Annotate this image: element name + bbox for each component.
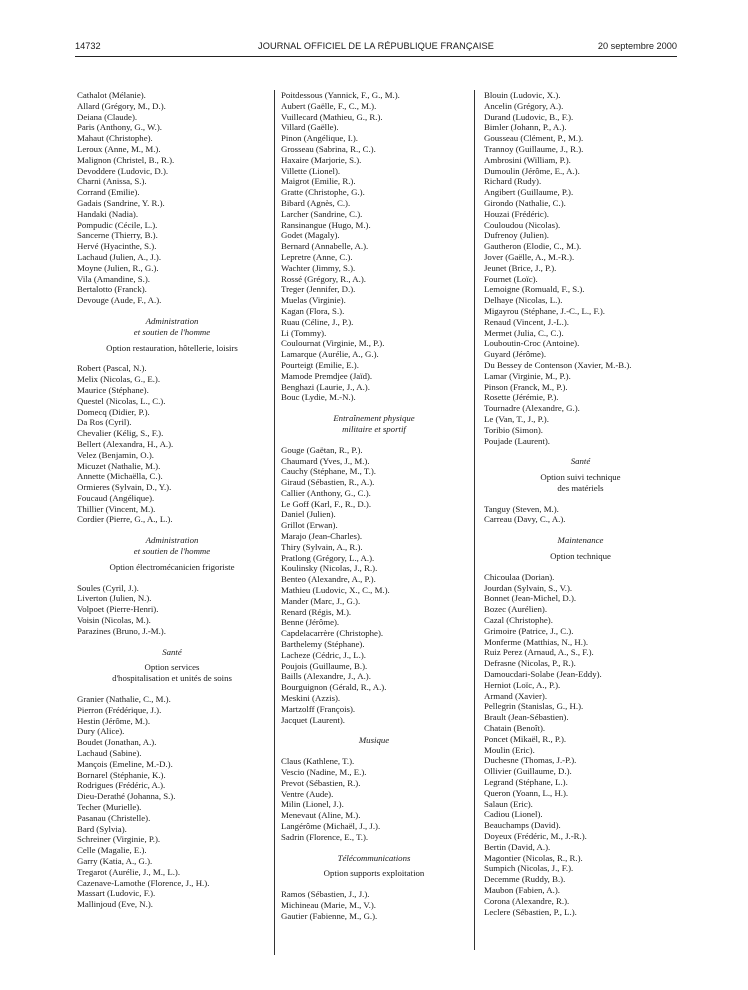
list-item: Vescio (Nadine, M., E.).: [281, 767, 367, 778]
list-item: Foucaud (Angélique).: [77, 492, 155, 503]
list-item: Cathalot (Mélanie).: [77, 90, 146, 100]
list-item: Da Ros (Cyril).: [77, 417, 132, 428]
list-item: Maubon (Fabien, A.).: [484, 884, 560, 895]
list-item: Salaun (Eric).: [484, 798, 533, 809]
section-option: [77, 662, 267, 684]
list-item: Tanguy (Steven, M.).: [484, 503, 559, 514]
list-item: Le Goff (Karl, F., R., D.).: [281, 498, 372, 509]
list-item: Cazal (Christophe).: [484, 615, 553, 626]
list-item: Bouc (Lydie, M.-N.).: [281, 392, 356, 403]
list-item: Menevaut (Aline, M.).: [281, 810, 361, 821]
list-item: Handaki (Nadia).: [77, 208, 139, 219]
list-item: Malignon (Christel, B., R.).: [77, 154, 175, 165]
list-item: Mermet (Julia, C., C.).: [484, 327, 564, 338]
heading-line: Télécommunications: [337, 852, 411, 863]
list-item: Mander (Marc, J., G.).: [281, 595, 361, 606]
section-option: [281, 868, 467, 879]
name-list: [281, 445, 467, 726]
block-spacer: [281, 725, 467, 735]
list-item: Benteo (Alexandre, A., P.).: [281, 574, 376, 585]
list-item: Girondo (Nathalie, C.).: [484, 197, 566, 208]
list-item: Corrand (Emilie).: [77, 187, 140, 198]
option-line: Option technique: [550, 551, 611, 562]
list-item: Ancelin (Grégory, A.).: [484, 100, 564, 111]
list-item: Callier (Anthony, G., C.).: [281, 487, 371, 498]
list-item: Angibert (Guillaume, P.).: [484, 187, 574, 198]
list-item: Thillier (Vincent, M.).: [77, 503, 156, 514]
name-list: [281, 90, 467, 403]
list-item: Muelas (Virginie).: [281, 295, 346, 306]
list-item: Massart (Ludovic, F.).: [77, 888, 156, 899]
list-item: Deiana (Claude).: [77, 111, 138, 122]
list-item: Allard (Grégory, M., D.).: [77, 100, 166, 111]
list-item: Dieu-Derathé (Johanna, S.).: [77, 791, 176, 802]
list-item: Bertin (David, A.).: [484, 841, 551, 852]
list-item: Schreiner (Virginie, P.).: [77, 834, 161, 845]
section-heading: [484, 535, 677, 546]
option-line: Option services: [144, 662, 200, 673]
list-item: Poujois (Guillaume, B.).: [281, 660, 368, 671]
list-item: Devouge (Aude, F., A.).: [77, 295, 162, 306]
list-item: Rodrigues (Frédéric, A.).: [77, 780, 166, 791]
page-number: 14732: [75, 41, 101, 51]
name-list: [77, 363, 267, 525]
section-option: [77, 562, 267, 573]
list-item: Du Bessey de Contenson (Xavier, M.-B.).: [484, 359, 632, 370]
list-item: Lamar (Virginie, M., P.).: [484, 370, 571, 381]
option-line: Option suivi technique: [540, 472, 621, 483]
list-item: Sancerne (Thierry, B.).: [77, 230, 158, 241]
block-spacer: [77, 684, 267, 694]
heading-line: Administration: [145, 535, 199, 546]
list-item: Garry (Katia, A., G.).: [77, 856, 153, 866]
list-item: Domecq (Didier, P.).: [77, 406, 150, 417]
list-item: Annette (Michaëlla, C.).: [77, 471, 163, 482]
name-list: [484, 90, 677, 446]
list-item: Questel (Nicolas, L., C.).: [77, 395, 166, 406]
list-item: Pourteigt (Emilie, E.).: [281, 359, 359, 370]
list-item: Vila (Amandine, S.).: [77, 273, 151, 284]
list-item: Moulin (Eric).: [484, 744, 535, 755]
list-item: Poitdessous (Yannick, F., G., M.).: [281, 90, 400, 100]
list-item: Hervé (Hyacinthe, S.).: [77, 241, 157, 252]
list-item: Boudet (Jonathan, A.).: [77, 737, 157, 748]
block-spacer: [281, 879, 467, 889]
block-spacer: [77, 637, 267, 647]
list-item: Robert (Pascal, N.).: [77, 363, 147, 374]
list-item: Larcher (Sandrine, C.).: [281, 208, 363, 219]
heading-line: Santé: [570, 456, 591, 467]
list-item: Soules (Cyril, J.).: [77, 582, 139, 593]
list-item: Chevalier (Kélig, S., F.).: [77, 428, 164, 439]
list-item: Jourdan (Sylvain, S., V.).: [484, 582, 573, 593]
list-item: Duchesne (Thomas, J.-P.).: [484, 755, 577, 766]
list-item: Marajo (Jean-Charles).: [281, 531, 363, 542]
heading-line: Musique: [358, 735, 390, 746]
heading-line: Administration: [145, 315, 199, 326]
list-item: Ruiz Perez (Arnaud, A., S., F.).: [484, 647, 594, 658]
heading-line: et soutien de l'homme: [133, 546, 211, 557]
list-item: Pratlong (Grégory, L., A.).: [281, 552, 375, 563]
list-item: Gousseau (Clément, P., M.).: [484, 133, 584, 144]
list-item: Bonnet (Jean-Michel, D.).: [484, 593, 577, 604]
list-item: Doyeux (Frédéric, M., J.-R.).: [484, 831, 587, 841]
heading-line: Maintenance: [557, 535, 604, 546]
list-item: Toribio (Simon).: [484, 424, 544, 435]
list-item: Blouin (Ludovic, X.).: [484, 90, 561, 100]
list-item: Chaumard (Yves, J., M.).: [281, 455, 370, 466]
list-item: Dufrenoy (Julien).: [484, 230, 549, 241]
list-item: Le (Van, T., J., P.).: [484, 413, 549, 424]
list-item: Kagan (Flora, S.).: [281, 305, 345, 316]
list-item: Paris (Anthony, G., W.).: [77, 122, 162, 133]
list-item: Milin (Lionel, J.).: [281, 799, 344, 810]
list-item: Durand (Ludovic, B., F.).: [484, 111, 574, 122]
list-item: Gautier (Fabienne, M., G.).: [281, 910, 378, 921]
section-heading: [77, 647, 267, 658]
list-item: Coulournat (Virginie, M., P.).: [281, 338, 385, 349]
list-item: Armand (Xavier).: [484, 690, 548, 701]
list-item: Gautheron (Elodie, C., M.).: [484, 241, 582, 252]
list-item: Cordier (Pierre, G., A., L.).: [77, 514, 173, 525]
list-item: Lachaud (Sabine).: [77, 748, 142, 759]
section-option: [484, 551, 677, 562]
section-option: [77, 343, 267, 354]
list-item: Hestin (Jérôme, M.).: [77, 715, 151, 726]
list-item: Legrand (Stéphane, L.).: [484, 777, 568, 788]
list-item: Pinon (Angélique, I.).: [281, 133, 358, 144]
list-item: Mallinjoud (Eve, N.).: [77, 899, 153, 910]
list-item: Micuzet (Nathalie, M.).: [77, 460, 161, 471]
list-item: Chicoulaa (Dorian).: [484, 571, 555, 582]
name-list: [77, 90, 267, 306]
heading-line: Entraînement physique: [333, 413, 415, 424]
name-list: [77, 583, 267, 637]
block-spacer: [77, 573, 267, 583]
list-item: Gadais (Sandrine, Y. R.).: [77, 197, 165, 208]
list-item: Maigrot (Emilie, R.).: [281, 176, 356, 187]
list-item: Barthelemy (Stéphane).: [281, 639, 365, 650]
list-item: Dumoulin (Jérôme, E., A.).: [484, 165, 580, 176]
publication-date: 20 septembre 2000: [597, 41, 677, 51]
list-item: Damoucdari-Solabe (Jean-Eddy).: [484, 669, 602, 680]
list-item: Renaud (Vincent, J.-L.).: [484, 316, 569, 327]
list-item: Maurice (Stéphane).: [77, 384, 149, 395]
list-item: Bourguignon (Gérald, R., A.).: [281, 682, 387, 693]
list-item: Moyne (Julien, R., G.).: [77, 262, 159, 273]
list-item: Godet (Magaly).: [281, 230, 340, 241]
list-item: Brault (Jean-Sébastien).: [484, 712, 569, 723]
list-item: Granier (Nathalie, C., M.).: [77, 694, 171, 705]
list-item: Mamode Premdjee (Jaïd).: [281, 370, 373, 381]
list-item: Benghazi (Laurie, J., A.).: [281, 381, 370, 392]
block-spacer: [77, 306, 267, 316]
list-item: Lamarque (Aurélie, A., G.).: [281, 349, 379, 360]
list-item: Baills (Alexandre, J., A.).: [281, 671, 371, 682]
block-spacer: [484, 525, 677, 535]
list-item: Bernard (Annabelle, A.).: [281, 241, 369, 252]
list-item: Monferme (Matthias, N., H.).: [484, 636, 589, 647]
block-spacer: [281, 746, 467, 756]
list-item: Grimoire (Patrice, J., C.).: [484, 625, 574, 636]
list-item: Lepretre (Anne, C.).: [281, 251, 353, 262]
list-item: Techer (Murielle).: [77, 802, 142, 813]
list-item: Ventre (Aude).: [281, 788, 334, 799]
block-spacer: [281, 403, 467, 413]
list-item: Defrasne (Nicolas, P., R.).: [484, 658, 576, 669]
list-item: Houzai (Frédéric).: [484, 208, 549, 219]
list-item: Cadiou (Lionel).: [484, 809, 543, 820]
list-item: Voisin (Nicolas, M.).: [77, 615, 151, 626]
list-item: Jacquet (Laurent).: [281, 714, 345, 725]
column-divider-1: [274, 90, 275, 955]
list-item: Lachaud (Julien, A., J.).: [77, 251, 162, 262]
section-heading: [281, 853, 467, 864]
list-item: Martzolff (François).: [281, 703, 356, 714]
list-item: Michineau (Marie, M., V.).: [281, 899, 376, 910]
list-item: Parazines (Bruno, J.-M.).: [77, 625, 166, 636]
list-item: Renard (Régis, M.).: [281, 606, 352, 617]
list-item: Ramos (Sébastien, J., J.).: [281, 889, 370, 900]
list-item: Daniel (Julien).: [281, 509, 336, 520]
list-item: Treger (Jennifer, D.).: [281, 284, 356, 295]
list-item: Cauchy (Stéphane, M., T.).: [281, 466, 376, 477]
list-item: Guyard (Jérôme).: [484, 349, 547, 360]
name-list: [281, 756, 467, 842]
list-item: Grillot (Erwan).: [281, 520, 338, 531]
journal-title: JOURNAL OFFICIEL DE LA RÉPUBLIQUE FRANÇAISE: [258, 41, 494, 51]
block-spacer: [77, 525, 267, 535]
list-item: Rossé (Grégory, R., A.).: [281, 273, 366, 284]
list-item: Pierron (Frédérique, J.).: [77, 704, 162, 715]
list-item: Leroux (Anne, M., M.).: [77, 143, 161, 154]
list-item: Queron (Yoann, L., H.).: [484, 787, 569, 798]
list-item: Cazenave-Lamothe (Florence, J., H.).: [77, 877, 210, 888]
list-item: Gouge (Gaëtan, R., P.).: [281, 444, 363, 455]
list-item: Giraud (Sébastien, R., A.).: [281, 477, 375, 488]
list-item: Magontier (Nicolas, R., R.).: [484, 852, 583, 863]
list-item: Carreau (Davy, C., A.).: [484, 514, 566, 525]
list-item: Couloudou (Nicolas).: [484, 219, 561, 230]
list-item: Ambrosini (William, P.).: [484, 154, 571, 165]
list-item: Jeunet (Brice, J., P.).: [484, 262, 557, 273]
block-spacer: [281, 435, 467, 445]
list-item: Lacheze (Cédric, J., L.).: [281, 649, 366, 660]
column-left: [77, 90, 267, 910]
list-item: Ruau (Céline, J., P.).: [281, 316, 354, 327]
column-divider-2: [474, 90, 475, 950]
section-heading: [77, 535, 267, 557]
name-list: [484, 504, 677, 526]
heading-line: Santé: [162, 646, 182, 657]
list-item: Wachter (Jimmy, S.).: [281, 262, 356, 273]
list-item: Vuillecard (Mathieu, G., R.).: [281, 111, 383, 122]
list-item: Beauchamps (David).: [484, 820, 561, 831]
list-item: Corona (Alexandre, R.).: [484, 895, 570, 906]
heading-line: et soutien de l'homme: [133, 326, 211, 337]
list-item: Langérôme (Michaël, J., J.).: [281, 821, 381, 831]
list-item: Benne (Jérôme).: [281, 617, 340, 628]
list-item: Meskini (Azzis).: [281, 693, 341, 704]
list-item: Fournet (Loïc).: [484, 273, 538, 284]
list-item: Mançois (Emeline, M.-D.).: [77, 758, 173, 769]
list-item: Jover (Gaëlle, A., M.-R.).: [484, 251, 575, 262]
list-item: Charni (Anissa, S.).: [77, 176, 147, 187]
list-item: Haxaire (Marjorie, S.).: [281, 154, 362, 165]
list-item: Decemme (Ruddy, B.).: [484, 874, 566, 885]
block-spacer: [77, 353, 267, 363]
list-item: Sumpich (Nicolas, J., F.).: [484, 863, 574, 874]
list-item: Bibard (Agnès, C.).: [281, 197, 351, 208]
list-item: Celle (Magalie, E.).: [77, 845, 147, 856]
list-item: Louboutin-Croc (Antoine).: [484, 338, 580, 349]
block-spacer: [484, 494, 677, 504]
list-item: Poujade (Laurent).: [484, 435, 550, 446]
list-item: Pinson (Franck, M., P.).: [484, 381, 568, 392]
option-line: Option électromécanicien frigoriste: [109, 561, 235, 572]
list-item: Ollivier (Guillaume, D.).: [484, 766, 572, 777]
list-item: Pellegrin (Stanislas, G., H.).: [484, 701, 584, 712]
list-item: Mathieu (Ludovic, X., C., M.).: [281, 585, 390, 596]
list-item: Bimler (Johann, P., A.).: [484, 122, 567, 133]
list-item: Bertalotto (Franck).: [77, 284, 147, 295]
block-spacer: [484, 446, 677, 456]
list-item: Tournadre (Alexandre, G.).: [484, 403, 580, 414]
option-line: Option supports exploitation: [323, 868, 425, 879]
name-list: [484, 572, 677, 918]
list-item: Grosseau (Sabrina, R., C.).: [281, 143, 376, 154]
list-item: Capdelacarrère (Christophe).: [281, 628, 384, 639]
option-line: des matériels: [557, 482, 604, 493]
list-item: Pasanau (Christelle).: [77, 812, 151, 823]
list-item: Herniot (Loïc, A., P.).: [484, 679, 561, 690]
column-right: [484, 90, 677, 917]
block-spacer: [484, 562, 677, 572]
list-item: Volpoet (Pierre-Henri).: [77, 604, 159, 615]
list-item: Bozec (Aurélien).: [484, 604, 548, 615]
option-line: d'hospitalisation et unités de soins: [112, 673, 232, 684]
list-item: Gratte (Christophe, G.).: [281, 187, 365, 198]
list-item: Tregarot (Aurélie, J., M., L.).: [77, 866, 181, 877]
list-item: Villard (Gaëlle).: [281, 122, 339, 133]
page-header: [75, 41, 677, 55]
list-item: Thiry (Sylvain, A., R.).: [281, 541, 363, 552]
name-list: [281, 889, 467, 921]
list-item: Ransinangue (Hugo, M.).: [281, 219, 371, 230]
list-item: Prevot (Sébastien, R.).: [281, 777, 361, 788]
list-item: Bellert (Alexandra, H., A.).: [77, 438, 174, 449]
list-item: Mahaut (Christophe).: [77, 133, 153, 144]
list-item: Trannoy (Guillaume, J., R.).: [484, 143, 584, 154]
list-item: Delhaye (Nicolas, L.).: [484, 295, 563, 306]
list-item: Dury (Alice).: [77, 726, 125, 737]
list-item: Li (Tommy).: [281, 327, 327, 338]
list-item: Melix (Nicolas, G., E.).: [77, 374, 161, 385]
heading-line: militaire et sportif: [342, 423, 406, 434]
list-item: Liverton (Julien, N.).: [77, 593, 152, 604]
list-item: Leclere (Sébastien, P., L.).: [484, 906, 577, 917]
list-item: Lemoigne (Romuald, F., S.).: [484, 284, 585, 295]
list-item: Pompudic (Cécile, L.).: [77, 219, 158, 230]
header-rule: [75, 56, 677, 57]
list-item: Velez (Benjamin, O.).: [77, 449, 154, 460]
list-item: Bard (Sylvia).: [77, 823, 127, 834]
list-item: Chatain (Benoît).: [484, 723, 546, 734]
list-item: Villette (Lionel).: [281, 165, 341, 176]
name-list: [77, 694, 267, 910]
list-item: Aubert (Gaëlle, F., C., M.).: [281, 100, 377, 111]
column-middle: [281, 90, 467, 922]
section-heading: [281, 735, 467, 746]
section-heading: [484, 456, 677, 467]
list-item: Ormieres (Sylvain, D., Y.).: [77, 482, 172, 493]
list-item: Poncet (Mikaël, R., P.).: [484, 733, 567, 744]
list-item: Rosette (Jérémie, P.).: [484, 392, 559, 403]
section-option: [484, 472, 677, 494]
block-spacer: [281, 843, 467, 853]
list-item: Sadrin (Florence, E., T.).: [281, 831, 369, 842]
option-line: Option restauration, hôtellerie, loisirs: [106, 342, 238, 353]
section-heading: [77, 316, 267, 338]
list-item: Devoddere (Ludovic, D.).: [77, 165, 169, 176]
list-item: Koulinsky (Nicolas, J., R.).: [281, 563, 378, 574]
list-item: Claus (Kathlene, T.).: [281, 756, 355, 767]
list-item: Bornarel (Stéphanie, K.).: [77, 769, 166, 780]
list-item: Richard (Rudy).: [484, 176, 542, 187]
list-item: Migayrou (Stéphane, J.-C., L., F.).: [484, 305, 605, 316]
section-heading: [281, 413, 467, 435]
